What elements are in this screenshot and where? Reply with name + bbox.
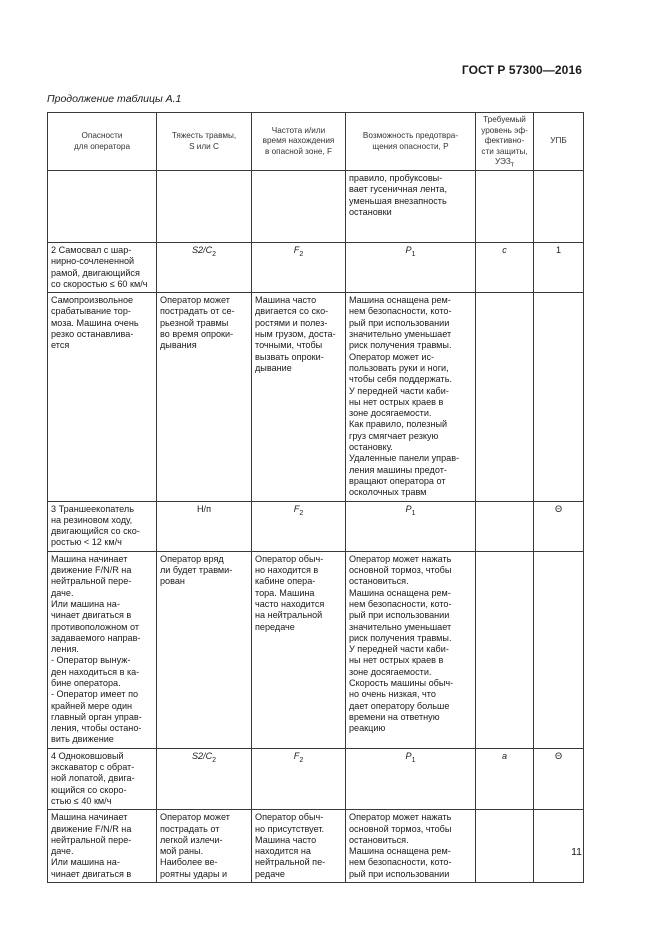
table-row	[48, 748, 584, 809]
cell-hazard	[48, 171, 157, 243]
cell-severity: Оператор вряд ли будет травми- рован	[157, 551, 252, 748]
header-severity: Тяжесть травмы, S или C	[157, 113, 252, 171]
cell-severity: Оператор может пострадать от легкой излечи- мой раны. Наиболее ве- роятны удары и	[157, 810, 252, 883]
table-row	[48, 293, 584, 501]
cell-upb	[534, 551, 584, 748]
cell-severity: $S2/C_2$	[157, 243, 252, 293]
table-row	[48, 551, 584, 748]
cell-level	[476, 293, 534, 501]
table-row	[48, 810, 584, 883]
cell-frequency: $F_2$	[252, 748, 346, 809]
cell-hazard: Машина начинает движение F/N/R на нейтральной пере- даче. Или машина на- чинает двигаться в противоположном от задаваемого направ- ления. - Оператор вынуж- ден находиться в ка- бине оператора. - Оператор имеет по крайней мере один главный орган управ- ления, чтобы остано- вить движение	[48, 551, 157, 748]
cell-frequency: Машина часто двигается со ско- ростями и полез- ным грузом, доста- точными, чтобы вызвать опроки- дывание	[252, 293, 346, 501]
cell-possibility: $P_1$	[346, 501, 476, 551]
header-frequency: Частота и/или время нахождения в опасной зоне, F	[252, 113, 346, 171]
header-hazard: Опасности для оператора	[48, 113, 157, 171]
cell-level	[476, 551, 534, 748]
cell-severity: $S2/C_2$	[157, 748, 252, 809]
cell-possibility: правило, пробуксовы- вает гусеничная лента, уменьшая внезапность остановки	[346, 171, 476, 243]
cell-severity: Н/п	[157, 501, 252, 551]
header-protection-level: Требуемый уровень эф- фективно- сти защиты, $УЭЗ_т$	[476, 113, 534, 171]
cell-frequency: $F_2$	[252, 501, 346, 551]
table-header-row	[48, 113, 584, 171]
header-possibility: Возможность предотвра- щения опасности, P	[346, 113, 476, 171]
cell-upb: Θ	[534, 748, 584, 809]
header-level-subscript: т	[510, 161, 514, 169]
cell-level	[476, 501, 534, 551]
cell-level: c	[476, 243, 534, 293]
cell-upb: Θ	[534, 501, 584, 551]
table-caption: Продолжение таблицы А.1	[47, 93, 182, 105]
cell-frequency: Оператор обыч- но присутствует. Машина часто находится на нейтральной пе- редаче	[252, 810, 346, 883]
cell-level	[476, 171, 534, 243]
cell-upb: 1	[534, 243, 584, 293]
cell-possibility: $P_1$	[346, 243, 476, 293]
cell-level: a	[476, 748, 534, 809]
cell-hazard: Машина начинает движение F/N/R на нейтральной пере- даче. Или машина на- чинает двигаться в	[48, 810, 157, 883]
table-row	[48, 243, 584, 293]
header-upb: УПБ	[534, 113, 584, 171]
hazard-table	[47, 112, 584, 883]
table-row	[48, 171, 584, 243]
standard-code: ГОСТ Р 57300—2016	[461, 63, 582, 77]
cell-hazard: 3 Траншеекопатель на резиновом ходу, двигающийся со ско- ростью < 12 км/ч	[48, 501, 157, 551]
cell-hazard: 4 Одноковшовый экскаватор с обрат- ной лопатой, двига- ющийся со скоро- стью ≤ 40 км/ч	[48, 748, 157, 809]
cell-severity: Оператор может пострадать от се- рьезной травмы во время опроки- дывания	[157, 293, 252, 501]
cell-possibility: Оператор может нажать основной тормоз, чтобы остановиться. Машина оснащена рем- нем безопасности, кото- рый при использовании значительно уменьшает риск получения травмы. У передней части каби- ны нет острых краев в зоне досягаемости. Скорость машины обыч- но очень низкая, что дает оператору больше времени на ответную реакцию	[346, 551, 476, 748]
cell-hazard: Самопроизвольное срабатывание тор- моза. Машина очень резко останавлива- ется	[48, 293, 157, 501]
cell-hazard: 2 Самосвал с шар- нирно-сочлененной рамой, двигающийся со скоростью ≤ 60 км/ч	[48, 243, 157, 293]
page-number: 11	[571, 846, 582, 858]
table-row	[48, 501, 584, 551]
cell-level	[476, 810, 534, 883]
cell-frequency	[252, 171, 346, 243]
cell-possibility: Машина оснащена рем- нем безопасности, кото- рый при использовании значительно уменьшает риск получения травмы. Оператор может ис- пользовать руки и ноги, чтобы себя поддержать. У передней части каби- ны нет острых краев в зоне досягаемости. Как правило, полезный груз смягчает резкую остановку. Удаленные панели управ- ления машины предот- вращают оператора от осколочных травм	[346, 293, 476, 501]
cell-possibility: Оператор может нажать основной тормоз, чтобы остановиться. Машина оснащена рем- нем безопасности, кото- рый при использовании	[346, 810, 476, 883]
cell-frequency: $F_2$	[252, 243, 346, 293]
cell-severity	[157, 171, 252, 243]
cell-upb	[534, 293, 584, 501]
cell-frequency: Оператор обыч- но находится в кабине опера- тора. Машина часто находится на нейтральной передаче	[252, 551, 346, 748]
cell-possibility: $P_1$	[346, 748, 476, 809]
cell-upb	[534, 171, 584, 243]
